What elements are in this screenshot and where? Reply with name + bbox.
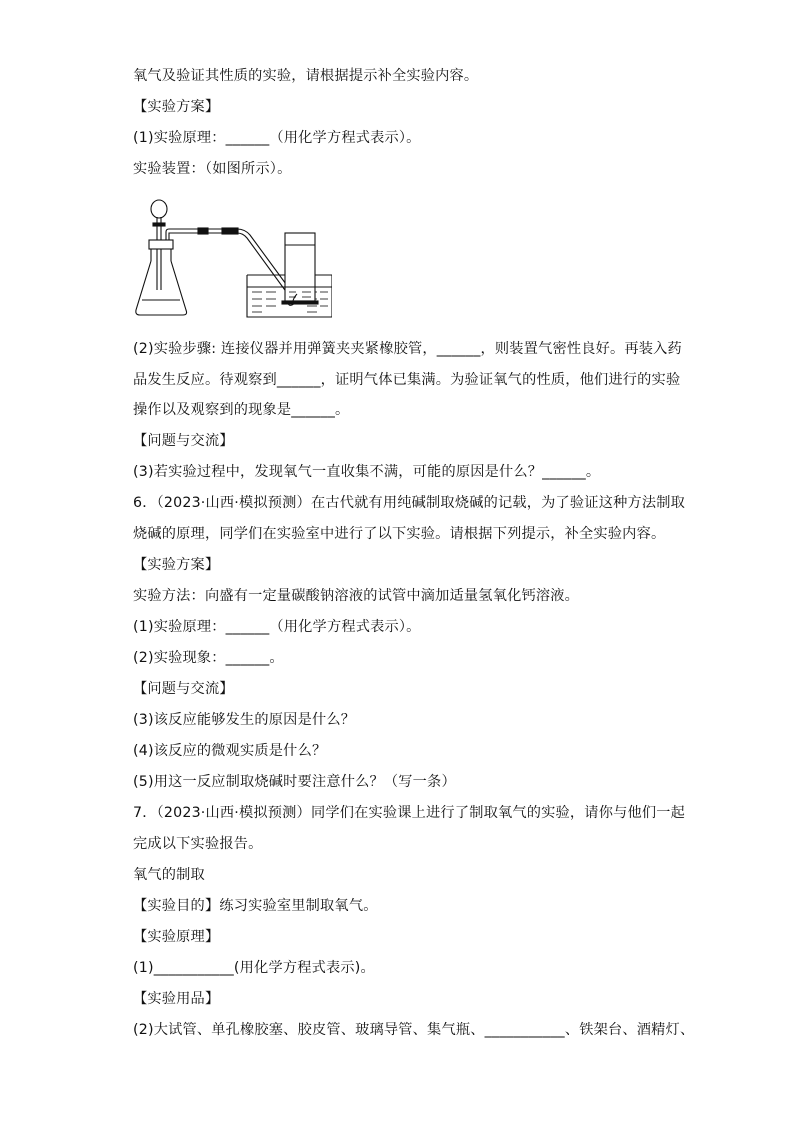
- section-heading: 【实验用品】: [133, 991, 220, 1007]
- text-line: 氧气及验证其性质的实验，请根据提示补全实验内容。: [133, 68, 479, 84]
- text-line: 烧碱的原理，同学们在实验室中进行了以下实验。请根据下列提示，补全实验内容。: [133, 526, 666, 542]
- text-line: (2)大试管、单孔橡胶塞、胶皮管、玻璃导管、集气瓶、___________、铁架台、酒精灯、: [133, 1022, 695, 1038]
- section-heading: 【实验原理】: [133, 929, 220, 945]
- text-line: 完成以下实验报告。: [133, 836, 263, 852]
- question-6-stem: 6．（2023·山西·模拟预测）在古代就有用纯碱制取烧碱的记载，为了验证这种方法制取: [133, 495, 686, 511]
- text-line: 实验装置：（如图所示）。: [133, 161, 292, 177]
- text-line: 操作以及观察到的现象是______。: [133, 402, 350, 418]
- section-heading: 【实验方案】: [133, 99, 220, 115]
- text-line: (3)若实验过程中，发现氧气一直收集不满，可能的原因是什么？______。: [133, 464, 601, 480]
- text-line: (1)实验原理：______（用化学方程式表示）。: [133, 619, 421, 635]
- text-line: (4)该反应的微观实质是什么？: [133, 743, 327, 759]
- question-7-stem: 7．（2023·山西·模拟预测）同学们在实验课上进行了制取氧气的实验，请你与他们一起: [133, 805, 686, 821]
- text-line: (2)实验现象：______。: [133, 650, 284, 666]
- text-line: 实验方法：向盛有一定量碳酸钠溶液的试管中滴加适量氢氧化钙溶液。: [133, 588, 580, 604]
- text-line: (1)实验原理：______（用化学方程式表示）。: [133, 130, 421, 146]
- text-line: 【实验目的】练习实验室里制取氧气。: [133, 898, 378, 914]
- section-heading: 【实验方案】: [133, 557, 220, 573]
- oxygen-generation-apparatus-figure: [132, 195, 332, 320]
- text-line: (3)该反应能够发生的原因是什么？: [133, 712, 356, 728]
- text-line: (1)___________(用化学方程式表示)。: [133, 960, 375, 976]
- section-heading: 【问题与交流】: [133, 681, 234, 697]
- text-line: (5)用这一反应制取烧碱时要注意什么？（写一条）: [133, 774, 456, 790]
- text-line: 氧气的制取: [133, 867, 205, 883]
- section-heading: 【问题与交流】: [133, 433, 234, 449]
- text-line: (2)实验步骤: 连接仪器并用弹簧夹夹紧橡胶管，______，则装置气密性良好。再装入药: [133, 341, 682, 357]
- text-line: 品发生反应。待观察到______，证明气体已集满。为验证氧气的性质，他们进行的实验: [133, 372, 681, 388]
